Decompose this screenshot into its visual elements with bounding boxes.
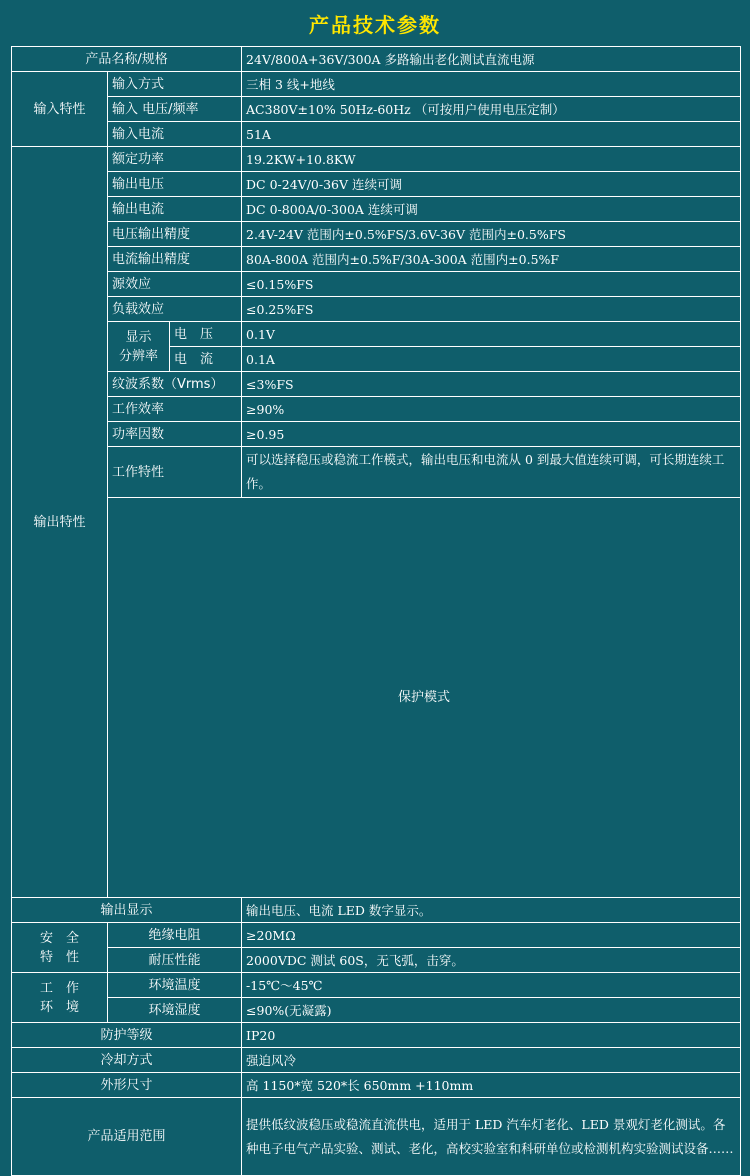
source-effect-value: ≤0.15%FS: [242, 272, 741, 297]
power-factor-label: 功率因数: [108, 422, 242, 447]
current-accuracy-label: 电流输出精度: [108, 247, 242, 272]
withstand-value: 2000VDC 测试 60S，无飞弧，击穿。: [242, 948, 741, 973]
humidity-label: 环境湿度: [108, 998, 242, 1023]
display-label: 输出显示: [12, 898, 242, 923]
table-row: [12, 72, 741, 97]
rated-power-label: 额定功率: [108, 147, 242, 172]
ripple-label: 纹波系数（Vrms）: [108, 372, 242, 397]
load-effect-label: 负载效应: [108, 297, 242, 322]
ip-label: 防护等级: [12, 1023, 242, 1048]
environment-group-line2: 环 境: [39, 999, 79, 1015]
output-current-value: DC 0-800A/0-300A 连续可调: [242, 197, 741, 222]
safety-group-line1: 安 全: [39, 930, 79, 946]
table-row: [12, 372, 741, 397]
table-row: [12, 973, 741, 998]
resolution-voltage-value: 0.1V: [242, 322, 741, 347]
ip-value: IP20: [242, 1023, 741, 1048]
table-row: [12, 1023, 741, 1048]
application-value: 提供低纹波稳压或稳流直流供电，适用于 LED 汽车灯老化、LED 景观灯老化测试。各种电子电气产品实验、测试、老化，高校实验室和科研单位或检测机构实验测试设备……: [242, 1098, 741, 1176]
table-row: [12, 923, 741, 948]
table-row: [12, 197, 741, 222]
resolution-voltage-label: 电 压: [170, 322, 242, 347]
output-current-label: 输出电流: [108, 197, 242, 222]
table-row: [12, 97, 741, 122]
table-row: [12, 1073, 741, 1098]
table-row: [12, 272, 741, 297]
insulation-value: ≥20MΩ: [242, 923, 741, 948]
input-voltage-label: 输入 电压/频率: [108, 97, 242, 122]
display-value: 输出电压、电流 LED 数字显示。: [242, 898, 741, 923]
output-voltage-label: 输出电压: [108, 172, 242, 197]
resolution-label: [108, 322, 170, 372]
table-row: [12, 422, 741, 447]
table-row: [12, 998, 741, 1023]
resolution-label-line1: 显示: [125, 329, 152, 345]
resolution-label-line2: 分辨率: [118, 348, 158, 364]
environment-group-line1: 工 作: [39, 980, 79, 996]
spec-table: [11, 46, 741, 1176]
ripple-value: ≤3%FS: [242, 372, 741, 397]
input-mode-value: 三相 3 线+地线: [242, 72, 741, 97]
table-row: [12, 948, 741, 973]
power-factor-value: ≥0.95: [242, 422, 741, 447]
cooling-value: 强迫风冷: [242, 1048, 741, 1073]
efficiency-value: ≥90%: [242, 397, 741, 422]
source-effect-label: 源效应: [108, 272, 242, 297]
insulation-label: 绝缘电阻: [108, 923, 242, 948]
table-row: [12, 1048, 741, 1073]
current-accuracy-value: 80A-800A 范围内±0.5%F/30A-300A 范围内±0.5%F: [242, 247, 741, 272]
cooling-label: 冷却方式: [12, 1048, 242, 1073]
input-mode-label: 输入方式: [108, 72, 242, 97]
characteristics-label: 工作特性: [108, 447, 242, 498]
product-name-label: 产品名称/规格: [12, 47, 242, 72]
resolution-current-value: 0.1A: [242, 347, 741, 372]
resolution-current-label: 电 流: [170, 347, 242, 372]
protection-label: 保护模式: [108, 498, 741, 898]
humidity-value: ≤90%(无凝露): [242, 998, 741, 1023]
table-row: [12, 122, 741, 147]
load-effect-value: ≤0.25%FS: [242, 297, 741, 322]
temperature-value: -15℃～45℃: [242, 973, 741, 998]
output-group-label: 输出特性: [12, 147, 108, 898]
voltage-accuracy-label: 电压输出精度: [108, 222, 242, 247]
table-row: [12, 447, 741, 498]
environment-group-label: [12, 973, 108, 1023]
input-voltage-value: AC380V±10% 50Hz-60Hz （可按用户使用电压定制）: [242, 97, 741, 122]
table-row: [12, 47, 741, 72]
input-current-label: 输入电流: [108, 122, 242, 147]
table-row: [12, 172, 741, 197]
efficiency-label: 工作效率: [108, 397, 242, 422]
table-row: [12, 1098, 741, 1176]
safety-group-line2: 特 性: [39, 949, 79, 965]
withstand-label: 耐压性能: [108, 948, 242, 973]
table-row: [12, 898, 741, 923]
product-name-value: 24V/800A+36V/300A 多路输出老化测试直流电源: [242, 47, 741, 72]
application-label: 产品适用范围: [12, 1098, 242, 1176]
rated-power-value: 19.2KW+10.8KW: [242, 147, 741, 172]
dimensions-label: 外形尺寸: [12, 1073, 242, 1098]
safety-group-label: [12, 923, 108, 973]
table-row: [12, 322, 741, 347]
table-row: [12, 498, 741, 898]
output-voltage-value: DC 0-24V/0-36V 连续可调: [242, 172, 741, 197]
temperature-label: 环境温度: [108, 973, 242, 998]
page-title: 产品技术参数: [309, 13, 441, 37]
input-current-value: 51A: [242, 122, 741, 147]
dimensions-value: 高 1150*宽 520*长 650mm +110mm: [242, 1073, 741, 1098]
input-group-label: 输入特性: [12, 72, 108, 147]
table-row: [12, 147, 741, 172]
characteristics-value: 可以选择稳压或稳流工作模式，输出电压和电流从 0 到最大值连续可调，可长期连续工作。: [242, 447, 741, 498]
voltage-accuracy-value: 2.4V-24V 范围内±0.5%FS/3.6V-36V 范围内±0.5%FS: [242, 222, 741, 247]
table-row: [12, 297, 741, 322]
table-row: [12, 397, 741, 422]
table-row: [12, 222, 741, 247]
table-row: [12, 247, 741, 272]
